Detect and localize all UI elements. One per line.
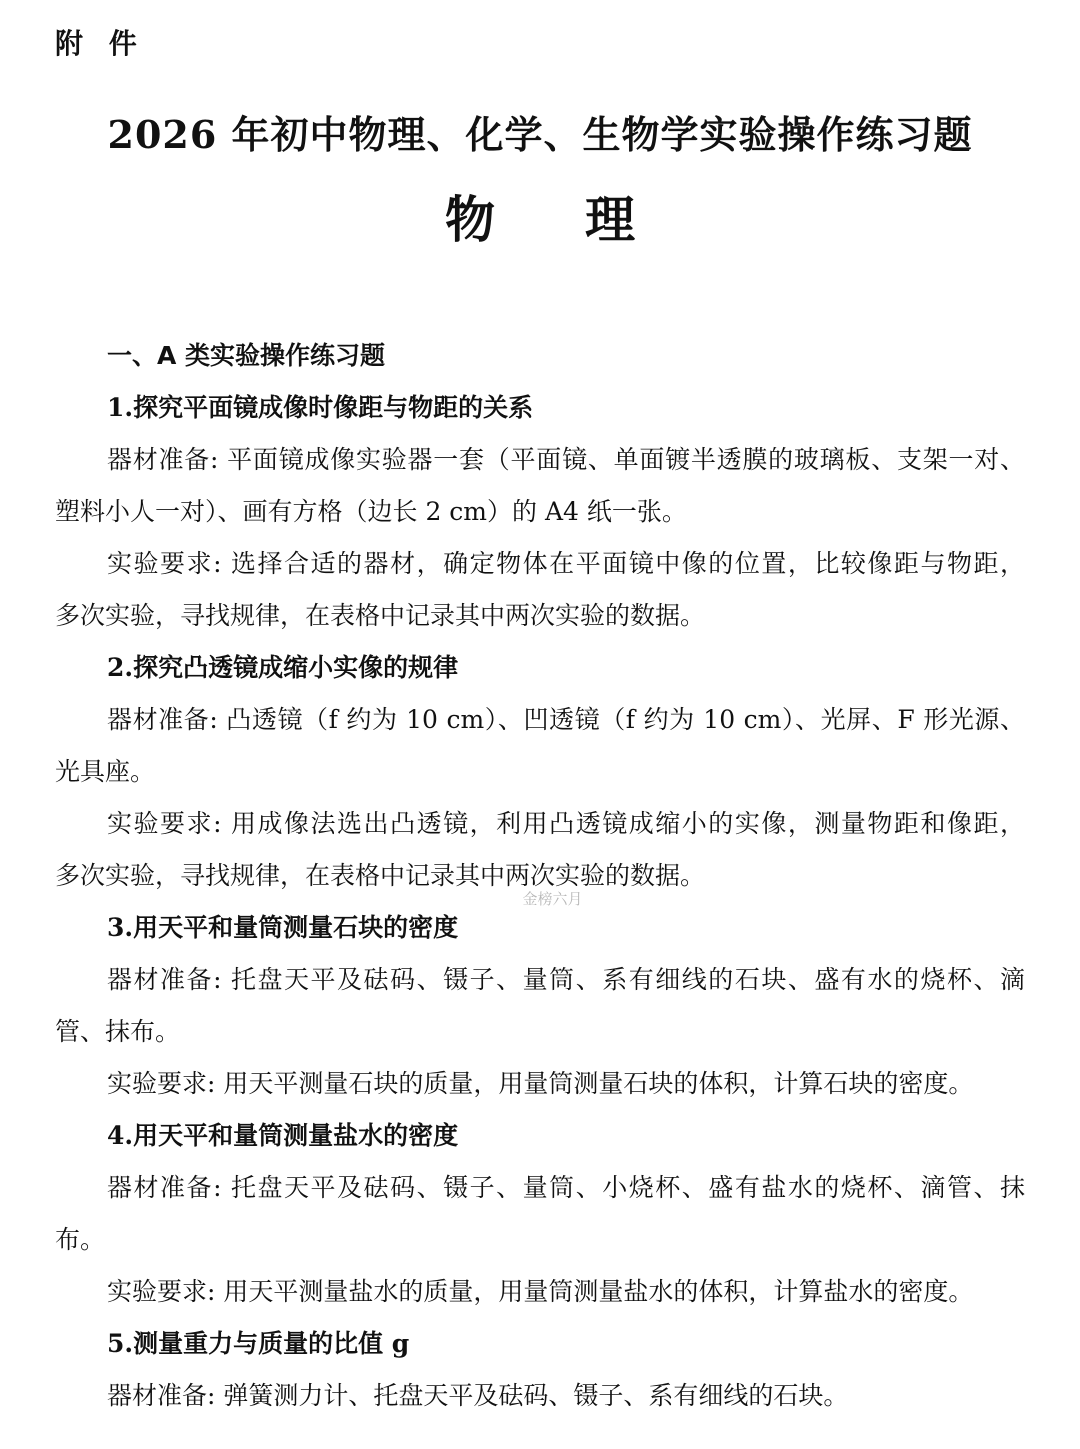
experiment-5-materials: 器材准备: 弹簧测力计、托盘天平及砝码、镊子、系有细线的石块。 <box>107 1381 849 1410</box>
experiment-4-materials: 器材准备: 托盘天平及砝码、镊子、量筒、小烧杯、盛有盐水的烧杯、滴管、抹 <box>107 1173 1025 1202</box>
experiment-1-requirements-cont: 多次实验，寻找规律，在表格中记录其中两次实验的数据。 <box>55 601 706 630</box>
experiment-2-title: 2.探究凸透镜成缩小实像的规律 <box>107 653 459 682</box>
experiment-3-requirements: 实验要求: 用天平测量石块的质量，用量筒测量石块的体积，计算石块的密度。 <box>107 1069 974 1098</box>
attachment-label: 附 件 <box>55 27 145 60</box>
experiment-1-materials-cont: 塑料小人一对）、画有方格（边长 2 cm）的 A4 纸一张。 <box>55 497 687 526</box>
experiment-3-materials: 器材准备: 托盘天平及砝码、镊子、量筒、系有细线的石块、盛有水的烧杯、滴 <box>107 965 1025 994</box>
experiment-2-materials-cont: 光具座。 <box>55 757 156 786</box>
experiment-4-materials-cont: 布。 <box>55 1225 106 1254</box>
subject-title: 物理 <box>445 190 725 249</box>
experiment-3-title: 3.用天平和量筒测量石块的密度 <box>107 913 459 942</box>
experiment-4-title: 4.用天平和量筒测量盐水的密度 <box>107 1121 459 1150</box>
experiment-1-requirements: 实验要求: 选择合适的器材，确定物体在平面镜中像的位置，比较像距与物距， <box>107 549 1025 578</box>
experiment-3-materials-cont: 管、抹布。 <box>55 1017 181 1046</box>
experiment-4-requirements: 实验要求: 用天平测量盐水的质量，用量筒测量盐水的体积，计算盐水的密度。 <box>107 1277 974 1306</box>
page-title: 2026 年初中物理、化学、生物学实验操作练习题 <box>107 112 973 157</box>
experiment-1-materials: 器材准备: 平面镜成像实验器一套（平面镜、单面镀半透膜的玻璃板、支架一对、 <box>107 445 1025 474</box>
document-body <box>55 330 1025 1422</box>
experiment-2-requirements-cont: 多次实验，寻找规律，在表格中记录其中两次实验的数据。 <box>55 861 706 890</box>
experiment-2-materials: 器材准备: 凸透镜（f 约为 10 cm）、凹透镜（f 约为 10 cm）、光屏、F 形光源、 <box>107 705 1025 734</box>
experiment-5-title: 5.测量重力与质量的比值 g <box>107 1329 410 1358</box>
experiment-1-title: 1.探究平面镜成像时像距与物距的关系 <box>107 393 534 422</box>
section-heading: 一、A 类实验操作练习题 <box>107 341 386 370</box>
watermark: 金榜六月 <box>522 890 583 908</box>
experiment-2-requirements: 实验要求: 用成像法选出凸透镜，利用凸透镜成缩小的实像，测量物距和像距， <box>107 809 1025 838</box>
